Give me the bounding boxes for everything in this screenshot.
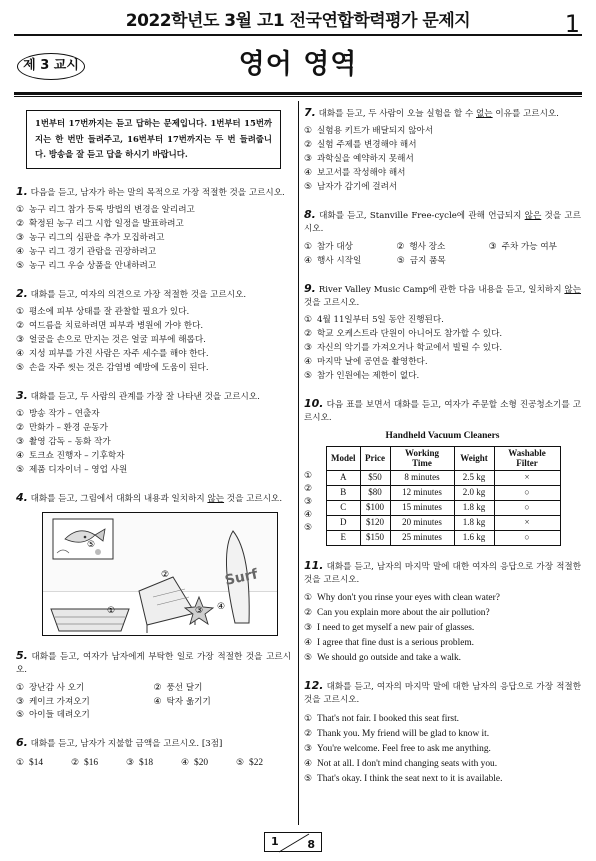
- option[interactable]: [304, 314, 581, 328]
- option-text: 촬영 감독 – 동화 작가: [29, 436, 111, 447]
- option-text: 만화가 – 환경 운동가: [29, 422, 108, 433]
- table-cell: ×: [494, 515, 560, 530]
- beach-scene-svg: [43, 513, 278, 636]
- option[interactable]: [304, 370, 581, 384]
- question-stem: [304, 557, 581, 588]
- options: [304, 712, 581, 787]
- question-stem: [16, 387, 291, 404]
- option[interactable]: [304, 241, 396, 255]
- question-number: 6.: [16, 736, 28, 750]
- option-text: 마지막 날에 공연을 촬영한다.: [317, 356, 428, 367]
- option-number: ④: [304, 356, 313, 367]
- stem-text: 이유를 고르시오.: [492, 109, 559, 119]
- page-indicator: [264, 832, 322, 852]
- row-mark[interactable]: ①: [304, 471, 313, 482]
- option[interactable]: [16, 362, 291, 376]
- question-number: 7.: [304, 106, 316, 119]
- option-number: ②: [304, 140, 313, 151]
- row-mark[interactable]: ⑤: [304, 523, 313, 534]
- option[interactable]: [304, 153, 581, 167]
- option-number: ③: [304, 743, 313, 754]
- option-number: ③: [16, 436, 25, 447]
- stem-underlined: 없는: [476, 109, 493, 119]
- table-cell: D: [327, 515, 361, 530]
- option-text: I need to get myself a new pair of glasses.: [317, 623, 475, 634]
- table-row: [327, 471, 561, 486]
- stem-text: 대화를 듣고, 여자의 의견으로 가장 적절한 것을 고르시오.: [30, 289, 247, 300]
- option-number: ③: [16, 334, 25, 345]
- pic-label-3: ③: [195, 605, 204, 616]
- question-5: [16, 647, 291, 723]
- option-number: ①: [16, 682, 25, 693]
- option-text: 아이들 데려오기: [29, 710, 90, 721]
- column-header: Price: [360, 447, 390, 471]
- option-text: Thank you. My friend will be glad to know it.: [317, 728, 490, 739]
- table-title: Handheld Vacuum Cleaners: [385, 431, 500, 442]
- option[interactable]: [304, 712, 581, 727]
- options: [16, 408, 291, 478]
- main-rule: [14, 92, 582, 95]
- option-text: 농구 리그 참가 등록 방법의 변경을 알리려고: [29, 204, 195, 215]
- stem-text: 것을 고르시오.: [224, 493, 283, 504]
- stem-text: 다음을 듣고, 남자가 하는 말의 목적으로 가장 적절한 것을 고르시오.: [30, 187, 285, 198]
- option[interactable]: [304, 167, 581, 181]
- question-stem: [16, 734, 291, 751]
- question-11: [304, 557, 581, 666]
- question-number: 8.: [304, 208, 316, 221]
- left-column: [16, 104, 291, 782]
- column-divider: [298, 101, 299, 825]
- option-text: 남자가 감기에 걸려서: [317, 182, 398, 193]
- option-text: 지성 피부를 가진 사람은 자주 세수를 해야 한다.: [29, 348, 209, 359]
- option[interactable]: [16, 218, 291, 232]
- options: [304, 125, 581, 195]
- option[interactable]: [16, 246, 291, 260]
- question-10: [304, 395, 581, 546]
- pic-label-5: ⑤: [87, 539, 96, 550]
- option-number: ②: [16, 320, 25, 331]
- options: [16, 306, 291, 376]
- option-text: Why don't you rinse your eyes with clean water?: [317, 593, 500, 604]
- table-wrap: [304, 446, 581, 546]
- table-cell: E: [327, 530, 361, 545]
- options: [304, 241, 581, 269]
- fish-poster[interactable]: [53, 519, 113, 559]
- beach-illustration: [42, 512, 278, 636]
- option-number: ②: [16, 218, 25, 229]
- question-stem: [16, 489, 291, 506]
- options: [16, 204, 291, 274]
- stem-text: 것을 고르시오.: [304, 211, 582, 235]
- option-text: 확정된 농구 리그 시합 일정을 발표하려고: [29, 218, 184, 229]
- option-text: $14: [29, 757, 44, 768]
- option[interactable]: [16, 436, 291, 450]
- right-column: [304, 104, 581, 797]
- option-number: ④: [304, 638, 313, 649]
- option[interactable]: [16, 232, 291, 246]
- option-text: 얼굴을 손으로 만지는 것은 얼굴 피부에 해롭다.: [29, 334, 206, 345]
- row-mark[interactable]: ④: [304, 510, 313, 521]
- table-row: [327, 486, 561, 501]
- option[interactable]: [304, 139, 581, 153]
- option-number: ②: [396, 241, 405, 252]
- option[interactable]: [16, 682, 154, 696]
- subject-title: 영어 영역: [238, 49, 358, 80]
- option-number: ③: [304, 623, 313, 634]
- table-cell: $50: [360, 471, 390, 486]
- option-text: That's okay. I think the seat next to it is available.: [317, 773, 503, 784]
- option-text: 농구 리그 우승 상품을 안내하려고: [29, 260, 157, 271]
- option-text: $22: [249, 757, 264, 768]
- table-row: [327, 515, 561, 530]
- stem-underlined: 않은: [524, 211, 542, 221]
- rowboat[interactable]: [51, 609, 129, 631]
- surf-text: Surf: [223, 566, 260, 589]
- option[interactable]: [181, 756, 236, 771]
- table-cell: 1.8 kg: [454, 515, 494, 530]
- option-number: ⑤: [304, 370, 313, 381]
- option[interactable]: [304, 651, 581, 666]
- option[interactable]: [236, 756, 291, 771]
- exam-title: 2022학년도 3월 고1 전국연합학력평가 문제지: [125, 11, 471, 31]
- option[interactable]: [304, 727, 581, 742]
- option-text: 손을 자주 씻는 것은 감염병 예방에 도움이 된다.: [29, 362, 209, 373]
- option[interactable]: [16, 348, 291, 362]
- option[interactable]: [304, 255, 397, 269]
- stem-text: 대화를 듣고, 두 사람이 오늘 실험을 할 수: [318, 109, 476, 119]
- stem-text: 대화를 듣고, 그림에서 대화의 내용과 일치하지: [30, 493, 208, 504]
- option-text: Can you explain more about the air pollution?: [317, 608, 490, 619]
- main-rule-thin: [14, 96, 582, 97]
- option[interactable]: [304, 342, 581, 356]
- option-number: ⑤: [16, 260, 25, 271]
- option-number: ①: [304, 593, 313, 604]
- option[interactable]: [71, 756, 126, 771]
- option[interactable]: [397, 255, 490, 269]
- option-text: 케이크 가져오기: [29, 696, 90, 707]
- stem-text: 다음 표를 보면서 대화를 듣고, 여자가 주문할 소형 진공청소기를 고르시오.: [304, 399, 581, 424]
- table-row: [327, 530, 561, 545]
- option-text: 학교 오케스트라 단원이 아니어도 참가할 수 있다.: [317, 329, 503, 340]
- question-3: [16, 387, 291, 478]
- table-cell: 25 minutes: [390, 530, 454, 545]
- option[interactable]: [16, 464, 291, 478]
- table-cell: ×: [494, 471, 560, 486]
- table-row: [327, 501, 561, 516]
- option-number: ④: [304, 758, 313, 769]
- option-text: 풍선 달기: [166, 682, 203, 693]
- option[interactable]: [304, 636, 581, 651]
- question-number: 4.: [16, 490, 28, 504]
- table-cell: C: [327, 501, 361, 516]
- option-number: ②: [304, 329, 313, 340]
- stem-text: 대화를 듣고, 여자의 마지막 말에 대한 남자의 응답으로 가장 적절한 것을 고르시오.: [304, 682, 581, 706]
- listening-notice: 1번부터 17번까지는 듣고 답하는 문제입니다. 1번부터 15번까지는 한 번만 들려주고, 16번부터 17번까지는 두 번 들려줍니다. 방송을 잘 듣고 답을 하시기 바랍니다.: [26, 110, 281, 169]
- option-text: $16: [84, 757, 99, 768]
- option-text: 보고서를 작성해야 해서: [317, 168, 406, 179]
- option[interactable]: [16, 334, 291, 348]
- question-8: [304, 206, 581, 269]
- option-number: ⑤: [236, 757, 245, 768]
- question-1: [16, 183, 291, 274]
- option-number: ⑤: [304, 773, 313, 784]
- option-text: $20: [194, 757, 209, 768]
- option-number: ③: [488, 241, 497, 252]
- option-text: 여드름을 치료하려면 피부과 병원에 가야 한다.: [29, 320, 204, 331]
- question-number: 5.: [16, 648, 28, 662]
- option-text: 실험 주제를 변경해야 해서: [317, 140, 417, 151]
- question-4: [16, 489, 291, 636]
- question-number: 11.: [304, 558, 324, 572]
- table-header-row: [327, 447, 561, 471]
- option-number: ②: [153, 682, 162, 693]
- options: [304, 591, 581, 666]
- total-pages: 8: [307, 838, 315, 851]
- option-text: 주차 가능 여부: [501, 241, 557, 252]
- option-number: ③: [16, 232, 25, 243]
- option-text: 장난감 사 오기: [29, 682, 85, 693]
- option-number: ③: [304, 154, 313, 165]
- options: [16, 682, 291, 724]
- option-number: ④: [153, 696, 162, 707]
- question-12: [304, 677, 581, 786]
- option[interactable]: [304, 328, 581, 342]
- option[interactable]: [16, 204, 291, 218]
- option[interactable]: [16, 408, 291, 422]
- table-cell: A: [327, 471, 361, 486]
- column-header: Weight: [454, 447, 494, 471]
- option-text: You're welcome. Feel free to ask me anything.: [317, 743, 491, 754]
- option-number: ①: [16, 408, 25, 419]
- option[interactable]: [16, 320, 291, 334]
- option-number: ⑤: [304, 182, 313, 193]
- question-number: 9.: [304, 281, 316, 295]
- question-9: [304, 280, 581, 384]
- table-cell: 1.8 kg: [454, 501, 494, 516]
- option-number: ①: [16, 306, 25, 317]
- table-cell: ○: [494, 530, 560, 545]
- option[interactable]: [304, 591, 581, 606]
- question-number: 1.: [16, 184, 28, 198]
- stem-text: 대화를 듣고, Stanville Free-cycle에 관해 언급되지: [319, 211, 525, 221]
- option-number: ①: [304, 713, 313, 724]
- option-number: ⑤: [304, 653, 313, 664]
- question-number: 2.: [16, 286, 28, 300]
- option-text: 참가 대상: [317, 241, 353, 252]
- option-text: $18: [139, 757, 154, 768]
- options: [16, 756, 291, 771]
- option-number: ③: [16, 696, 25, 707]
- question-stem: [304, 104, 581, 121]
- option[interactable]: [304, 621, 581, 636]
- question-6: [16, 734, 291, 770]
- option-number: ①: [304, 241, 313, 252]
- option[interactable]: [304, 772, 581, 787]
- option[interactable]: [396, 241, 488, 255]
- option-number: ④: [16, 450, 25, 461]
- stem-underlined: 않는: [564, 284, 581, 295]
- option-number: ①: [16, 204, 25, 215]
- column-header: Working Time: [390, 447, 454, 471]
- option-number: ③: [126, 757, 135, 768]
- header-rule: [14, 34, 582, 36]
- page-number: 1: [564, 10, 580, 38]
- option-text: 실험용 키트가 배달되지 않아서: [317, 126, 434, 137]
- stem-text: 것을 고르시오.: [304, 297, 360, 308]
- option-number: ⑤: [396, 255, 405, 266]
- option-text: 제품 디자이너 – 영업 사원: [29, 464, 128, 475]
- question-stem: [304, 395, 581, 426]
- row-mark[interactable]: ③: [304, 497, 313, 508]
- option[interactable]: [304, 181, 581, 195]
- table-cell: B: [327, 486, 361, 501]
- pic-label-2: ②: [161, 569, 170, 580]
- table-cell: ○: [494, 486, 560, 501]
- option-text: I agree that fine dust is a serious problem.: [317, 638, 474, 649]
- stem-text: 대화를 듣고, 두 사람의 관계를 가장 잘 나타낸 것을 고르시오.: [30, 391, 260, 402]
- option-number: ①: [16, 757, 25, 768]
- question-stem: [304, 280, 581, 311]
- stem-text: 대화를 듣고, 남자의 마지막 말에 대한 여자의 응답으로 가장 적절한 것을 고르시오.: [304, 561, 581, 586]
- option[interactable]: [304, 742, 581, 757]
- table-cell: ○: [494, 501, 560, 516]
- question-7: [304, 104, 581, 195]
- question-stem: [304, 206, 581, 237]
- option-text: 농구 리그 경기 관람을 권장하려고: [29, 246, 157, 257]
- option-number: ②: [304, 608, 313, 619]
- option-number: ④: [304, 255, 313, 266]
- option[interactable]: [489, 241, 581, 255]
- option-text: 탁자 옮기기: [166, 696, 211, 707]
- stem-text: River Valley Music Camp에 관한 다음 내용을 듣고, 일치하지: [318, 284, 565, 295]
- table-cell: 1.6 kg: [454, 530, 494, 545]
- column-header: Washable Filter: [494, 447, 560, 471]
- option-text: 금지 품목: [409, 255, 446, 266]
- pic-label-1: ①: [107, 605, 116, 616]
- option[interactable]: [16, 756, 71, 771]
- option[interactable]: [16, 306, 291, 320]
- table-cell: $100: [360, 501, 390, 516]
- stem-text: 대화를 듣고, 남자가 지불할 금액을 고르시오. [3점]: [30, 739, 223, 750]
- question-stem: [16, 183, 291, 200]
- option-number: ④: [181, 757, 190, 768]
- stem-underlined: 않는: [207, 493, 225, 504]
- vacuum-table: [326, 446, 561, 546]
- question-stem: [304, 677, 581, 708]
- table-cell: $120: [360, 515, 390, 530]
- option-text: We should go outside and take a walk.: [317, 653, 462, 664]
- table-cell: 8 minutes: [390, 471, 454, 486]
- option-text: 토크쇼 진행자 – 기후학자: [29, 450, 125, 461]
- option[interactable]: [126, 756, 181, 771]
- option-number: ⑤: [16, 710, 25, 721]
- option-number: ①: [304, 315, 313, 326]
- table-cell: $80: [360, 486, 390, 501]
- option[interactable]: [304, 356, 581, 370]
- stem-text: 대화를 듣고, 여자가 남자에게 부탁한 일로 가장 적절한 것을 고르시오.: [16, 651, 292, 676]
- session-badge: 제 3 교시: [17, 53, 85, 80]
- option-text: 농구 리그의 심판을 추가 모집하려고: [29, 232, 165, 243]
- question-stem: [16, 285, 291, 302]
- question-2: [16, 285, 291, 376]
- option-text: 과학실을 예약하지 못해서: [317, 154, 414, 165]
- option[interactable]: [16, 422, 291, 436]
- row-marks: [304, 446, 324, 546]
- option-number: ④: [304, 168, 313, 179]
- option-number: ⑤: [16, 464, 25, 475]
- question-number: 3.: [16, 388, 28, 402]
- option[interactable]: [16, 450, 291, 464]
- option-text: Not at all. I don't mind changing seats with you.: [317, 758, 498, 769]
- option[interactable]: [304, 757, 581, 772]
- table-cell: 2.0 kg: [454, 486, 494, 501]
- option-text: That's not fair. I booked this seat first.: [317, 713, 460, 724]
- pic-label-4: ④: [217, 601, 226, 612]
- table-cell: 2.5 kg: [454, 471, 494, 486]
- question-number: 10.: [304, 396, 324, 410]
- option[interactable]: [304, 606, 581, 621]
- option[interactable]: [16, 696, 154, 710]
- question-number: 12.: [304, 679, 324, 693]
- current-page: 1: [271, 835, 279, 848]
- option-number: ①: [304, 126, 313, 137]
- table-cell: 15 minutes: [390, 501, 454, 516]
- column-header: Model: [327, 447, 361, 471]
- table-cell: 12 minutes: [390, 486, 454, 501]
- option[interactable]: [16, 260, 291, 274]
- table-cell: $150: [360, 530, 390, 545]
- option-number: ④: [16, 348, 25, 359]
- question-stem: [16, 647, 291, 678]
- option[interactable]: [16, 709, 291, 723]
- option-number: ⑤: [16, 362, 25, 373]
- row-mark[interactable]: ②: [304, 484, 313, 495]
- table-cell: 20 minutes: [390, 515, 454, 530]
- option[interactable]: [154, 696, 292, 710]
- option[interactable]: [154, 682, 292, 696]
- options: [304, 314, 581, 384]
- option-number: ④: [16, 246, 25, 257]
- option-text: 참가 인원에는 제한이 없다.: [317, 370, 420, 381]
- option-number: ②: [16, 422, 25, 433]
- option-number: ②: [71, 757, 80, 768]
- option-number: ②: [304, 728, 313, 739]
- option[interactable]: [304, 125, 581, 139]
- option-text: 4월 11일부터 5일 동안 진행된다.: [317, 315, 444, 326]
- option-text: 자신의 악기를 가져오거나 학교에서 빌릴 수 있다.: [317, 343, 503, 353]
- option-number: ③: [304, 343, 313, 353]
- option-text: 행사 장소: [409, 241, 446, 252]
- option-text: 방송 작가 – 연출자: [29, 408, 100, 419]
- option-text: 평소에 피부 상태를 잘 관찰할 필요가 있다.: [29, 306, 190, 317]
- option-text: 행사 시작일: [317, 255, 362, 266]
